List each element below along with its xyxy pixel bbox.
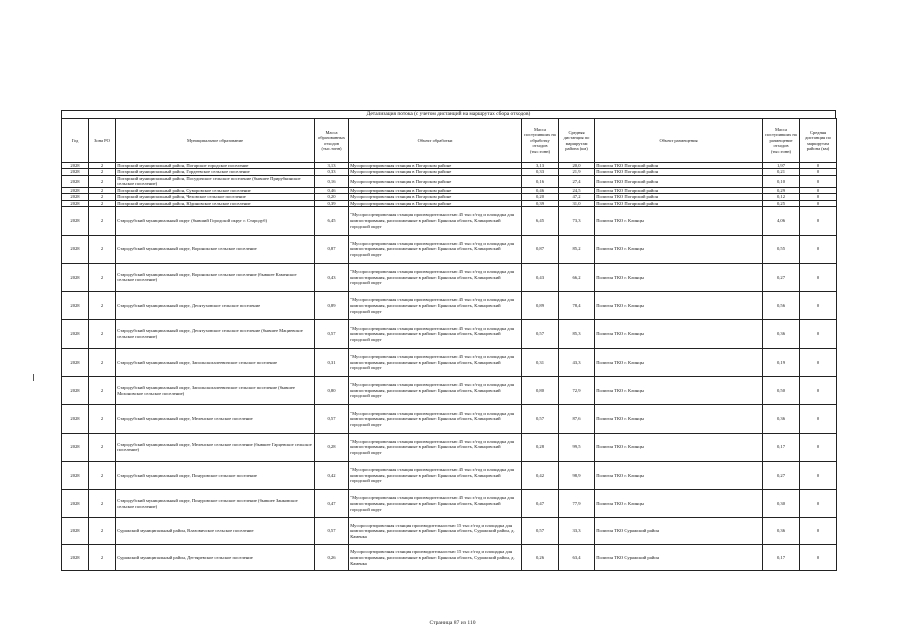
cell-mass-to-treatment: 0,43	[522, 263, 559, 291]
cell-municipality: Стародубский муниципальный округ, Десятуховское сельское поселение (бывшее Мациевское сельское поселение)	[116, 320, 315, 348]
table-caption: Детализация потока (с учетом дистанций на маршрутах сбора отходов)	[61, 110, 836, 118]
cell-disposal-object: Полигон ТКО Суражский район	[595, 544, 763, 571]
cell-municipality: Стародубский муниципальный округ, Меленское сельское поселение (бывшее Гарцевское сельское поселение)	[116, 433, 315, 461]
cell-mass-to-disposal: 0,29	[763, 188, 800, 194]
cell-avg-distance-disposal: 0	[800, 433, 837, 461]
cell-municipality: Стародубский муниципальный округ, Понуровское сельское поселение (бывшее Занковское сельское поселение)	[116, 490, 315, 518]
cell-municipality: Стародубский муниципальный округ, Меленское сельское поселение	[116, 405, 315, 433]
table-row	[62, 235, 837, 263]
cell-treatment-object: Мусоросортировочная станция в Погарском районе	[349, 175, 522, 187]
cell-avg-distance-disposal: 0	[800, 461, 837, 489]
document-sheet	[61, 110, 836, 571]
col-header-municipality: Муниципальное образование	[116, 119, 315, 163]
cell-treatment-object: "Мусоросортировочная станция производительностью 45 тыс.т/год и площадка для компостирования, расположенные в районе: Брянская область, Клинцовский городской округ	[349, 461, 522, 489]
cell-year: 2028	[62, 461, 89, 489]
cell-disposal-object: Полигон ТКО г. Клинцы	[595, 461, 763, 489]
cell-mass-to-treatment: 0,57	[522, 320, 559, 348]
cell-year: 2028	[62, 348, 89, 376]
cell-avg-distance-treatment: 99,5	[559, 433, 595, 461]
table-row	[62, 490, 837, 518]
cell-mass-to-disposal: 0,56	[763, 292, 800, 320]
table-row	[62, 175, 837, 187]
col-header-mass-to-disposal: Масса поступивших на размещение отходов (тыс.тонн)	[763, 119, 800, 163]
cell-mass-to-disposal: 0,25	[763, 200, 800, 206]
cell-avg-distance-disposal: 0	[800, 188, 837, 194]
cell-mass-to-disposal: 1,97	[763, 163, 800, 169]
cell-avg-distance-disposal: 0	[800, 292, 837, 320]
cell-municipality: Погарский муниципальный район, Погарское городское поселение	[116, 163, 315, 169]
cell-disposal-object: Полигон ТКО г. Клинцы	[595, 490, 763, 518]
cell-mass-generated: 0,20	[315, 194, 349, 200]
cell-mass-to-treatment: 0,42	[522, 461, 559, 489]
cell-municipality: Стародубский муниципальный округ, Запольскохалеевичское сельское поселение (бывшее Мохоновское сельское поселение)	[116, 377, 315, 405]
cell-mass-generated: 0,89	[315, 292, 349, 320]
cell-municipality: Погарский муниципальный район, Посудичское сельское поселение (бывшее Прирубкинское сельское поселение)	[116, 175, 315, 187]
table-row	[62, 320, 837, 348]
cell-treatment-object: "Мусоросортировочная станция производительностью 45 тыс.т/год и площадка для компостирования, расположенные в районе: Брянская область, Клинцовский городской округ	[349, 292, 522, 320]
cell-avg-distance-disposal: 0	[800, 194, 837, 200]
page-number: Страница 87 из 110	[429, 620, 476, 626]
col-header-mass-generated: Масса образованных отходов (тыс.тонн)	[315, 119, 349, 163]
cell-mass-to-treatment: 0,46	[522, 188, 559, 194]
cell-year: 2028	[62, 405, 89, 433]
cell-treatment-object: Мусоросортировочная станция в Погарском районе	[349, 200, 522, 206]
cell-avg-distance-treatment: 20,0	[559, 163, 595, 169]
cell-year: 2028	[62, 292, 89, 320]
cell-mass-to-disposal: 0,17	[763, 544, 800, 571]
cell-mass-to-disposal: 0,30	[763, 490, 800, 518]
cell-treatment-object: "Мусоросортировочная станция производительностью 45 тыс.т/год и площадка для компостирования, расположенные в районе: Брянская область, Клинцовский городской округ	[349, 433, 522, 461]
cell-mass-to-treatment: 0,87	[522, 235, 559, 263]
cell-treatment-object: Мусоросортировочная станция в Погарском районе	[349, 188, 522, 194]
cell-mass-to-disposal: 0,55	[763, 235, 800, 263]
cell-year: 2028	[62, 263, 89, 291]
cell-mass-to-disposal: 0,17	[763, 433, 800, 461]
col-header-zone: Зона РО	[89, 119, 116, 163]
cell-mass-to-treatment: 6,45	[522, 207, 559, 235]
cell-mass-to-treatment: 0,16	[522, 175, 559, 187]
col-header-year: Год	[62, 119, 89, 163]
cell-zone: 2	[89, 200, 116, 206]
cell-avg-distance-disposal: 0	[800, 320, 837, 348]
col-header-mass-to-treatment: Масса поступивших на обработку отходов (тыс.тонн)	[522, 119, 559, 163]
cell-avg-distance-disposal: 0	[800, 175, 837, 187]
cell-mass-to-disposal: 0,36	[763, 405, 800, 433]
cell-year: 2028	[62, 433, 89, 461]
cell-mass-to-disposal: 0,27	[763, 461, 800, 489]
cell-mass-generated: 0,16	[315, 175, 349, 187]
cell-avg-distance-treatment: 33,3	[559, 518, 595, 545]
cell-treatment-object: "Мусоросортировочная станция производительностью 45 тыс.т/год и площадка для компостирования, расположенные в районе: Брянская область, Клинцовский городской округ	[349, 490, 522, 518]
cell-disposal-object: Полигон ТКО г. Клинцы	[595, 263, 763, 291]
table-row	[62, 348, 837, 376]
cell-disposal-object: Полигон ТКО г. Клинцы	[595, 207, 763, 235]
cell-mass-generated: 0,80	[315, 377, 349, 405]
cell-avg-distance-treatment: 98,9	[559, 461, 595, 489]
header-row	[62, 119, 837, 163]
cell-avg-distance-treatment: 66,2	[559, 263, 595, 291]
cell-zone: 2	[89, 461, 116, 489]
cell-year: 2028	[62, 518, 89, 545]
cell-disposal-object: Полигон ТКО Погарский район	[595, 163, 763, 169]
cell-mass-to-treatment: 0,47	[522, 490, 559, 518]
cell-zone: 2	[89, 433, 116, 461]
cell-zone: 2	[89, 235, 116, 263]
cell-avg-distance-disposal: 0	[800, 163, 837, 169]
cell-treatment-object: "Мусоросортировочная станция производительностью 45 тыс.т/год и площадка для компостирования, расположенные в районе: Брянская область, Клинцовский городской округ	[349, 320, 522, 348]
cell-mass-to-treatment: 0,20	[522, 194, 559, 200]
cell-zone: 2	[89, 194, 116, 200]
cell-mass-to-disposal: 4,06	[763, 207, 800, 235]
table-row	[62, 207, 837, 235]
cell-avg-distance-treatment: 77,9	[559, 490, 595, 518]
cell-disposal-object: Полигон ТКО г. Клинцы	[595, 433, 763, 461]
cell-year: 2028	[62, 188, 89, 194]
cell-zone: 2	[89, 348, 116, 376]
cell-avg-distance-disposal: 0	[800, 207, 837, 235]
cell-avg-distance-disposal: 0	[800, 405, 837, 433]
cell-disposal-object: Полигон ТКО Погарский район	[595, 200, 763, 206]
cell-mass-generated: 0,47	[315, 490, 349, 518]
cell-avg-distance-treatment: 27,4	[559, 175, 595, 187]
cell-avg-distance-treatment: 85,2	[559, 235, 595, 263]
cell-treatment-object: "Мусоросортировочная станция производительностью 45 тыс.т/год и площадка для компостирования, расположенные в районе: Брянская область, Клинцовский городской округ	[349, 207, 522, 235]
cell-disposal-object: Полигон ТКО г. Клинцы	[595, 320, 763, 348]
cell-mass-to-disposal: 0,19	[763, 348, 800, 376]
cell-treatment-object: "Мусоросортировочная станция производительностью 45 тыс.т/год и площадка для компостирования, расположенные в районе: Брянская область, Клинцовский городской округ	[349, 263, 522, 291]
cell-municipality: Стародубский муниципальный округ, Воронокское сельское поселение (бывшее Каменское сельское поселение)	[116, 263, 315, 291]
cell-mass-generated: 0,57	[315, 320, 349, 348]
cell-treatment-object: Мусоросортировочная станция в Погарском районе	[349, 163, 522, 169]
cell-avg-distance-disposal: 0	[800, 235, 837, 263]
cell-treatment-object: "Мусоросортировочная станция производительностью 45 тыс.т/год и площадка для компостирования, расположенные в районе: Брянская область, Клинцовский городской округ	[349, 405, 522, 433]
cell-municipality: Погарский муниципальный район, Гордеевское сельское поселение	[116, 169, 315, 175]
cell-mass-generated: 6,45	[315, 207, 349, 235]
cell-avg-distance-treatment: 73,3	[559, 207, 595, 235]
cell-mass-generated: 0,33	[315, 169, 349, 175]
cell-mass-to-treatment: 0,57	[522, 518, 559, 545]
cell-avg-distance-disposal: 0	[800, 263, 837, 291]
cell-treatment-object: Мусоросортировочная станция в Погарском районе	[349, 194, 522, 200]
cell-year: 2028	[62, 377, 89, 405]
cell-mass-to-disposal: 0,36	[763, 320, 800, 348]
cell-municipality: Стародубский муниципальный округ, Запольскохалеевичское сельское поселение	[116, 348, 315, 376]
cell-mass-generated: 0,26	[315, 544, 349, 571]
cell-zone: 2	[89, 544, 116, 571]
cell-year: 2028	[62, 320, 89, 348]
cell-zone: 2	[89, 377, 116, 405]
cell-municipality: Стародубский муниципальный округ, Десятуховское сельское поселение	[116, 292, 315, 320]
cell-zone: 2	[89, 518, 116, 545]
cell-treatment-object: "Мусоросортировочная станция производительностью 45 тыс.т/год и площадка для компостирования, расположенные в районе: Брянская область, Клинцовский городской округ	[349, 235, 522, 263]
flow-detail-table	[61, 118, 837, 571]
cell-zone: 2	[89, 175, 116, 187]
table-row	[62, 461, 837, 489]
cell-mass-to-disposal: 0,36	[763, 518, 800, 545]
cell-municipality: Погарский муниципальный район, Юдиновское сельское поселение	[116, 200, 315, 206]
cell-treatment-object: Мусоросортировочная станция в Погарском районе	[349, 169, 522, 175]
cell-municipality: Стародубский муниципальный округ, Воронокское сельское поселение	[116, 235, 315, 263]
cell-mass-generated: 0,39	[315, 200, 349, 206]
cell-zone: 2	[89, 169, 116, 175]
cell-disposal-object: Полигон ТКО г. Клинцы	[595, 348, 763, 376]
cell-year: 2028	[62, 235, 89, 263]
cell-mass-to-disposal: 0,21	[763, 169, 800, 175]
cell-mass-generated: 0,31	[315, 348, 349, 376]
cell-mass-generated: 0,87	[315, 235, 349, 263]
table-row	[62, 433, 837, 461]
cell-municipality: Погарский муниципальный район, Суворовское сельское поселение	[116, 188, 315, 194]
cell-disposal-object: Полигон ТКО г. Клинцы	[595, 235, 763, 263]
col-header-avg-distance-treatment: Средняя дистанция по маршрутам района (км)	[559, 119, 595, 163]
cell-zone: 2	[89, 405, 116, 433]
table-row	[62, 405, 837, 433]
cell-avg-distance-disposal: 0	[800, 490, 837, 518]
col-header-avg-distance-disposal: Средняя дистанция по маршрутам района (км)	[800, 119, 837, 163]
cell-mass-to-treatment: 0,39	[522, 200, 559, 206]
cell-mass-to-treatment: 0,89	[522, 292, 559, 320]
cell-zone: 2	[89, 163, 116, 169]
table-row	[62, 518, 837, 545]
cell-mass-generated: 0,28	[315, 433, 349, 461]
cell-mass-generated: 0,57	[315, 405, 349, 433]
cell-mass-generated: 0,46	[315, 188, 349, 194]
cell-disposal-object: Полигон ТКО Погарский район	[595, 169, 763, 175]
cell-mass-to-disposal: 0,12	[763, 194, 800, 200]
cell-municipality: Суражский муниципальный район, Дегтяревское сельское поселение	[116, 544, 315, 571]
cell-year: 2028	[62, 207, 89, 235]
cell-year: 2028	[62, 490, 89, 518]
cell-zone: 2	[89, 490, 116, 518]
cell-zone: 2	[89, 263, 116, 291]
table-row	[62, 377, 837, 405]
cell-treatment-object: Мусоросортировочная станция производительностью 15 тыс.т/год и площадка для компостирования, расположенные в районе: Брянская область, Суражский район, д. Каменка	[349, 544, 522, 571]
cell-year: 2028	[62, 200, 89, 206]
cell-mass-to-treatment: 0,28	[522, 433, 559, 461]
cell-zone: 2	[89, 320, 116, 348]
cell-mass-to-treatment: 0,57	[522, 405, 559, 433]
cell-mass-to-treatment: 0,33	[522, 169, 559, 175]
cell-municipality: Стародубский муниципальный округ (бывший Городской округ г. Стародуб)	[116, 207, 315, 235]
cell-zone: 2	[89, 188, 116, 194]
cell-year: 2028	[62, 175, 89, 187]
cell-avg-distance-disposal: 0	[800, 348, 837, 376]
margin-mark	[33, 374, 34, 381]
cell-disposal-object: Полигон ТКО г. Клинцы	[595, 377, 763, 405]
cell-municipality: Суражский муниципальный район, Влазовичское сельское поселение	[116, 518, 315, 545]
cell-mass-to-disposal: 0,50	[763, 377, 800, 405]
cell-avg-distance-treatment: 85,3	[559, 320, 595, 348]
cell-mass-generated: 3,13	[315, 163, 349, 169]
table-row	[62, 263, 837, 291]
cell-mass-generated: 0,57	[315, 518, 349, 545]
cell-mass-to-treatment: 3,13	[522, 163, 559, 169]
cell-mass-to-disposal: 0,10	[763, 175, 800, 187]
cell-disposal-object: Полигон ТКО Погарский район	[595, 175, 763, 187]
cell-avg-distance-treatment: 63,4	[559, 544, 595, 571]
cell-zone: 2	[89, 207, 116, 235]
cell-year: 2028	[62, 163, 89, 169]
cell-avg-distance-treatment: 31,0	[559, 200, 595, 206]
col-header-disposal-object: Объект размещения	[595, 119, 763, 163]
cell-year: 2028	[62, 544, 89, 571]
cell-year: 2028	[62, 169, 89, 175]
table-row	[62, 544, 837, 571]
cell-municipality: Погарский муниципальный район, Чеховское сельское поселение	[116, 194, 315, 200]
cell-mass-to-treatment: 0,31	[522, 348, 559, 376]
cell-disposal-object: Полигон ТКО г. Клинцы	[595, 292, 763, 320]
cell-mass-generated: 0,42	[315, 461, 349, 489]
cell-avg-distance-treatment: 72,9	[559, 377, 595, 405]
cell-avg-distance-disposal: 0	[800, 518, 837, 545]
cell-mass-to-treatment: 0,80	[522, 377, 559, 405]
cell-disposal-object: Полигон ТКО Погарский район	[595, 194, 763, 200]
cell-treatment-object: "Мусоросортировочная станция производительностью 45 тыс.т/год и площадка для компостирования, расположенные в районе: Брянская область, Клинцовский городской округ	[349, 377, 522, 405]
cell-avg-distance-treatment: 47,2	[559, 194, 595, 200]
cell-avg-distance-treatment: 78,4	[559, 292, 595, 320]
cell-avg-distance-treatment: 21,9	[559, 169, 595, 175]
cell-mass-to-treatment: 0,26	[522, 544, 559, 571]
cell-avg-distance-treatment: 43,3	[559, 348, 595, 376]
cell-avg-distance-disposal: 0	[800, 544, 837, 571]
cell-avg-distance-disposal: 0	[800, 169, 837, 175]
cell-year: 2028	[62, 194, 89, 200]
cell-municipality: Стародубский муниципальный округ, Понуровское сельское поселение	[116, 461, 315, 489]
cell-avg-distance-disposal: 0	[800, 377, 837, 405]
table-row	[62, 292, 837, 320]
cell-treatment-object: "Мусоросортировочная станция производительностью 45 тыс.т/год и площадка для компостирования, расположенные в районе: Брянская область, Клинцовский городской округ	[349, 348, 522, 376]
cell-mass-generated: 0,43	[315, 263, 349, 291]
cell-avg-distance-treatment: 24,5	[559, 188, 595, 194]
cell-disposal-object: Полигон ТКО Суражский район	[595, 518, 763, 545]
cell-zone: 2	[89, 292, 116, 320]
cell-treatment-object: Мусоросортировочная станция производительностью 15 тыс.т/год и площадка для компостирования, расположенные в районе: Брянская область, Суражский район, д. Каменка	[349, 518, 522, 545]
cell-avg-distance-disposal: 0	[800, 200, 837, 206]
col-header-treatment-object: Объект обработки	[349, 119, 522, 163]
cell-disposal-object: Полигон ТКО Погарский район	[595, 188, 763, 194]
cell-mass-to-disposal: 0,27	[763, 263, 800, 291]
cell-disposal-object: Полигон ТКО г. Клинцы	[595, 405, 763, 433]
cell-avg-distance-treatment: 87,6	[559, 405, 595, 433]
